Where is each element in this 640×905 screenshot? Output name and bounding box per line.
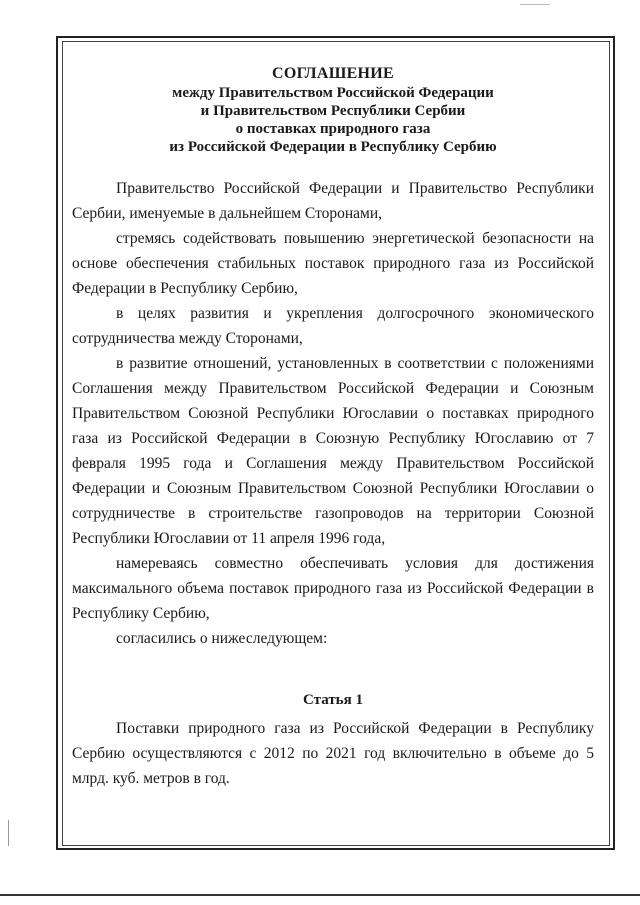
article-1-body [72,716,594,791]
article-1-text: Поставки природного газа из Российской Федерации в Республику Сербию осуществляются с 2012 по 2021 год включительно в объеме до 5 млрд. куб. метров в год. [72,720,594,787]
subtitle-line: и Правительством Республики Сербии [200,103,466,119]
preamble-paragraph: стремясь содействовать повышению энергетической безопасности на основе обеспечения стабильных поставок природного газа из Российской Федерации в Республику Сербию, [72,230,594,297]
article-1-title: Статья 1 [303,692,363,708]
preamble-paragraph: в развитие отношений, установленных в соответствии с положениями Соглашения между Правительством Российской Федерации и Союзным Правительством Союзной Республики Югославии о поставках природного газа из Российской Федерации в Союзную Республику Югославию от 7 февраля 1995 года и Соглашения между Правительством Российской Федерации и Союзным Правительством Союзной Республики Югославии о сотрудничестве в строительстве газопроводов на территории Союзной Республики Югославии от 11 апреля 1996 года, [72,355,594,547]
preamble [72,176,594,651]
preamble-paragraph: согласились о нижеследующем: [116,630,328,647]
document-subtitle [72,84,594,156]
subtitle-line: из Российской Федерации в Республику Сербию [169,139,497,155]
subtitle-line: между Правительством Российской Федерации [172,85,494,101]
document-content [72,64,594,787]
preamble-paragraph: в целях развития и укрепления долгосрочного экономического сотрудничества между Сторонами, [72,305,594,347]
scan-edge-line [0,894,640,896]
subtitle-line: о поставках природного газа [235,121,431,137]
scan-artifact-top [520,4,550,5]
preamble-paragraph: Правительство Российской Федерации и Правительство Республики Сербии, именуемые в дальнейшем Сторонами, [72,180,594,222]
scan-artifact-left [8,820,9,846]
preamble-paragraph: намереваясь совместно обеспечивать условия для достижения максимального объема поставок природного газа из Российской Федерации в Республику Сербию, [72,555,594,622]
document-title: СОГЛАШЕНИЕ [271,65,395,82]
